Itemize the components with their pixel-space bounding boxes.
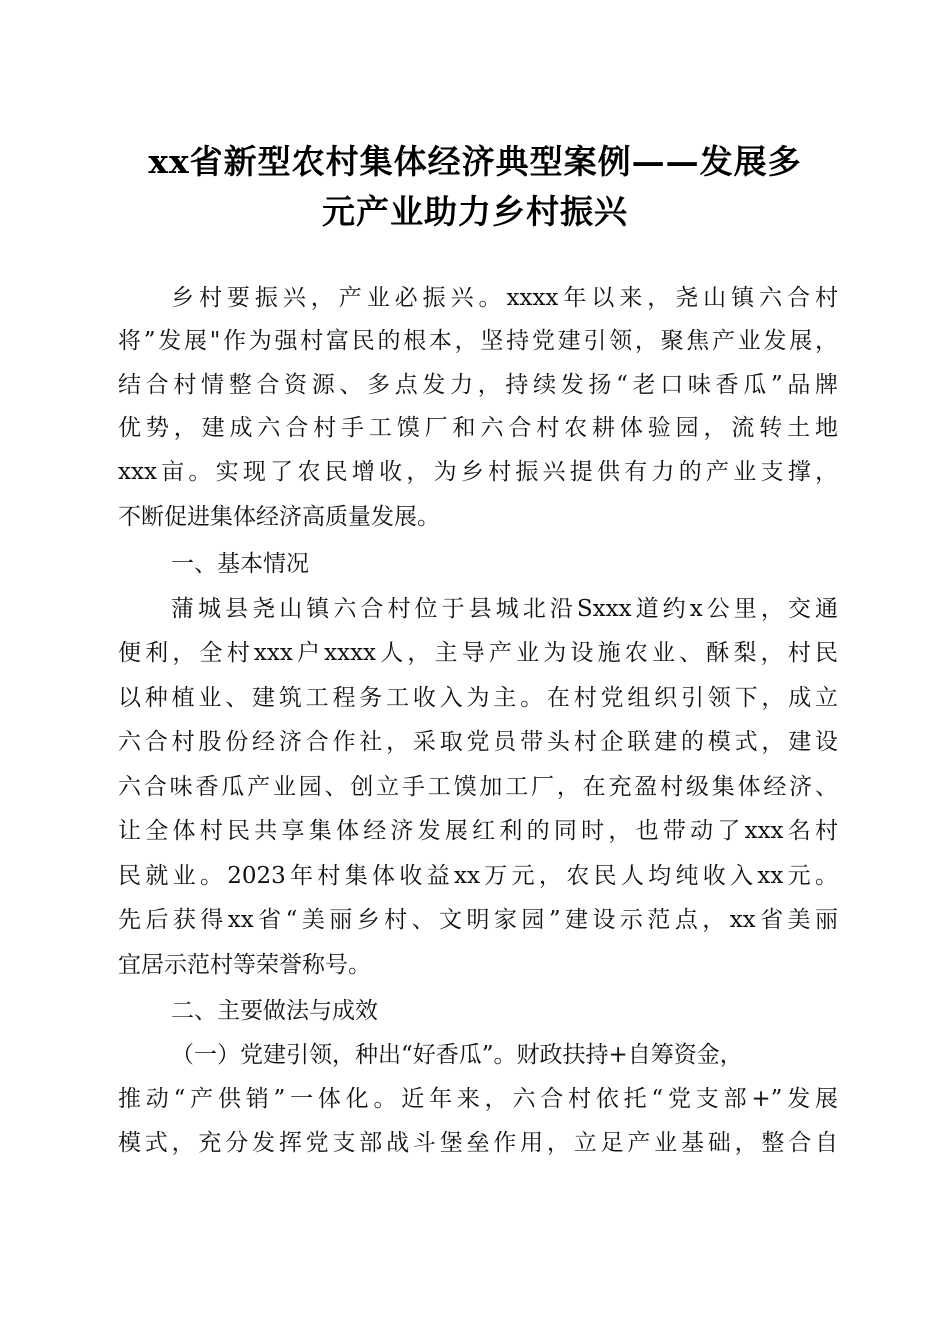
intro-line: 不断促进集体经济高质量发展。: [118, 504, 440, 530]
document-title-line-1: xx省新型农村集体经济典型案例——发展多: [148, 142, 802, 181]
intro-line: 结合村情整合资源、多点发力，持续发扬“老口味香瓜”品牌: [118, 372, 838, 398]
section1-line: 以种植业、建筑工程务工收入为主。在村党组织引领下，成立: [118, 685, 838, 711]
section1-line: 让全体村民共享集体经济发展红利的同时，也带动了xxx名村: [118, 818, 838, 844]
intro-line: 优势，建成六合村手工馍厂和六合村农耕体验园，流转土地: [118, 415, 838, 441]
section-heading-practices: 二、主要做法与成效: [171, 998, 378, 1024]
section1-line: 民就业。2023年村集体收益xx万元，农民人均纯收入xx元。: [118, 863, 838, 889]
section1-line: 六合村股份经济合作社，采取党员带头村企联建的模式，建设: [118, 729, 838, 755]
section1-line: 宜居示范村等荣誉称号。: [118, 952, 371, 978]
intro-line: 乡村要振兴，产业必振兴。xxxx年以来，尧山镇六合村: [171, 285, 838, 311]
section1-line: 蒲城县尧山镇六合村位于县城北沿Sxxx道约x公里，交通: [171, 596, 838, 622]
intro-line: xxx亩。实现了农民增收，为乡村振兴提供有力的产业支撑，: [118, 459, 838, 485]
section1-line: 便利，全村xxx户xxxx人，主导产业为设施农业、酥梨，村民: [118, 640, 838, 666]
subsection1-line: 推动“产供销”一体化。近年来，六合村依托“党支部+”发展: [118, 1086, 838, 1112]
subsection-heading-party-building: （一）党建引领，种出“好香瓜”。财政扶持+自筹资金，: [171, 1042, 743, 1068]
subsection1-line: 模式，充分发挥党支部战斗堡垒作用，立足产业基础，整合自: [118, 1130, 838, 1156]
document-title-line-2: 元产业助力乡村振兴: [322, 192, 628, 231]
section1-line: 先后获得xx省“美丽乡村、文明家园”建设示范点，xx省美丽: [118, 907, 838, 933]
section-heading-basic-situation: 一、基本情况: [171, 551, 309, 577]
intro-line: 将”发展"作为强村富民的根本，坚持党建引领，聚焦产业发展，: [118, 328, 838, 354]
section1-line: 六合味香瓜产业园、创立手工馍加工厂，在充盈村级集体经济、: [118, 774, 838, 800]
